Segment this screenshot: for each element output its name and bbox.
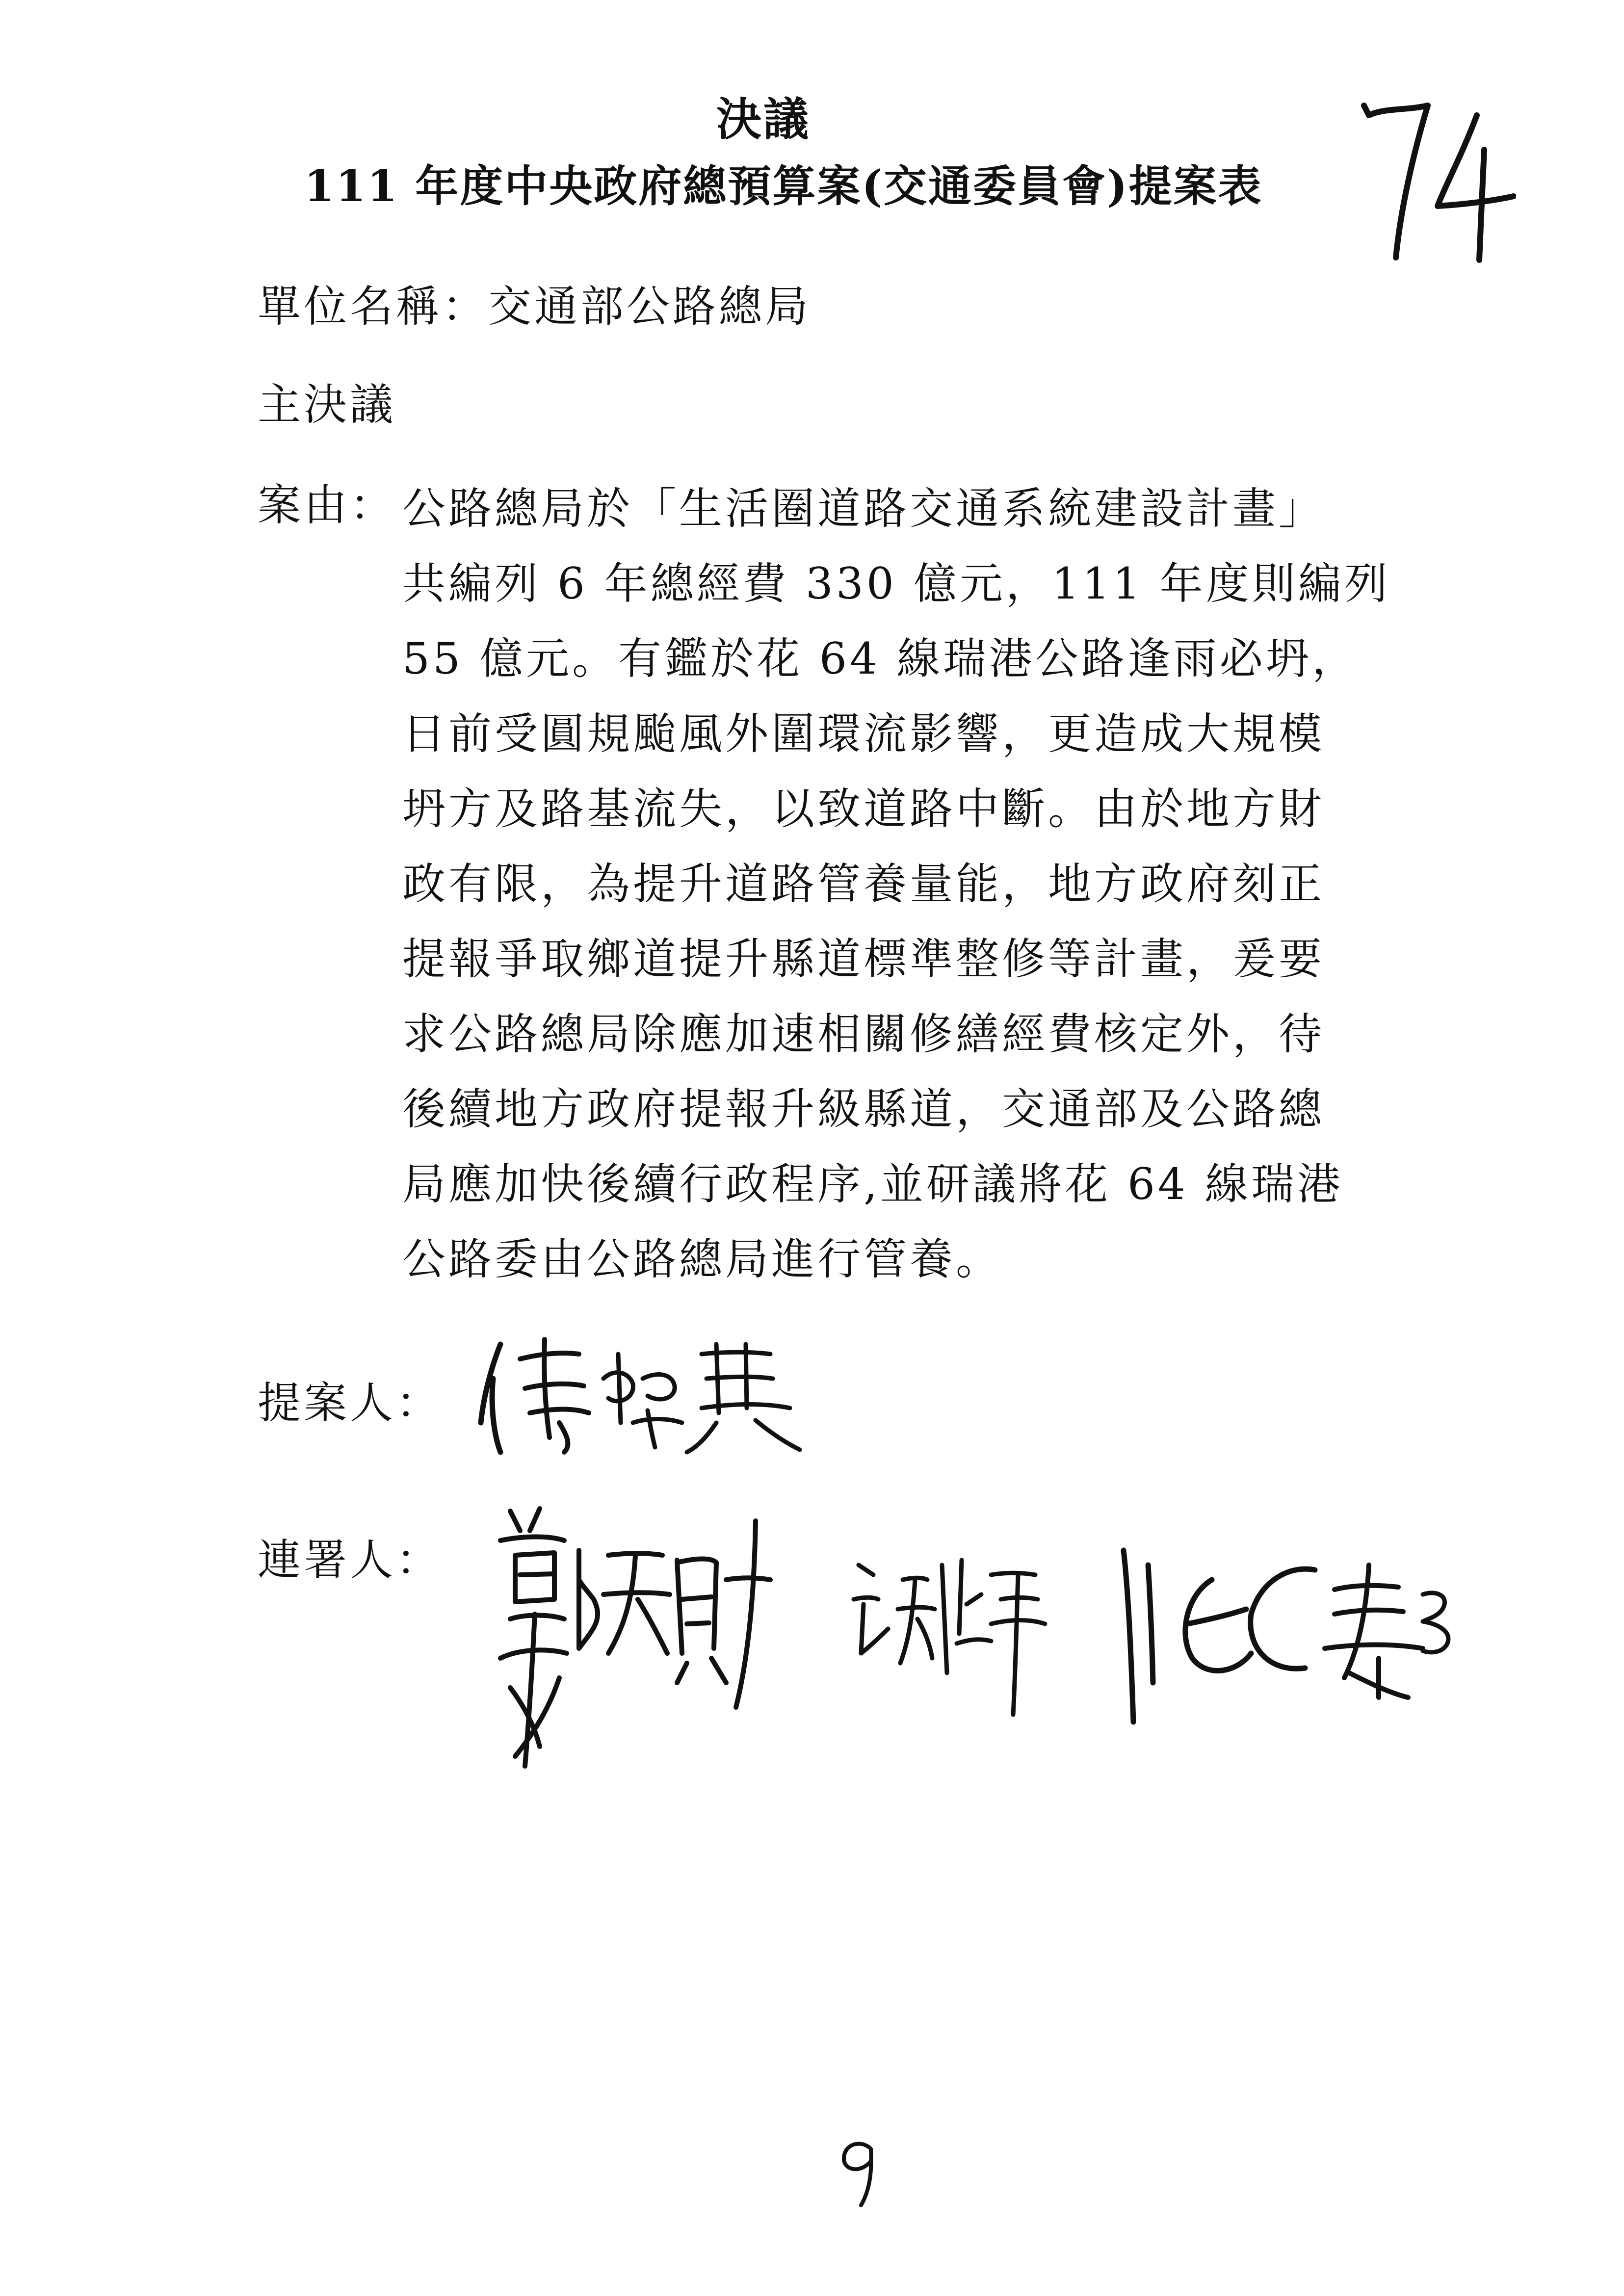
reason-line: 公路委由公路總局進行管養。 bbox=[402, 1234, 1002, 1284]
reason-line: 求公路總局除應加速相關修繕經費核定外，待 bbox=[402, 1009, 1325, 1059]
reason-line: 公路總局於「生活圈道路交通系統建設計畫」 bbox=[402, 483, 1325, 534]
cosigner-signature bbox=[844, 1545, 1050, 1722]
document-title: 111 年度中央政府總預算案(交通委員會)提案表 bbox=[304, 160, 1263, 211]
reason-body bbox=[402, 471, 1390, 1297]
reason-line: 提報爭取鄉道提升縣道標準整修等計畫，爰要 bbox=[402, 934, 1325, 984]
heading-mark: 決議 bbox=[716, 93, 811, 146]
reason-line: 坍方及路基流失，以致道路中斷。由於地方財 bbox=[402, 783, 1325, 834]
handwritten-page-number bbox=[837, 2134, 881, 2208]
reason-line: 局應加快後續行政程序,並研議將花 64 線瑞港 bbox=[402, 1159, 1343, 1209]
proposer-label: 提案人： bbox=[258, 1378, 443, 1428]
reason-line: 共編列 6 年總經費 330 億元，111 年度則編列 bbox=[402, 558, 1390, 609]
reason-line: 日前受圓規颱風外圍環流影響，更造成大規模 bbox=[402, 708, 1325, 759]
cosigner-signature bbox=[1104, 1536, 1457, 1742]
reason-line: 55 億元。有鑑於花 64 線瑞港公路逢雨必坍， bbox=[402, 633, 1358, 684]
cosigner-signature bbox=[481, 1501, 775, 1776]
resolution-type: 主決議 bbox=[258, 379, 396, 430]
proposer-signature bbox=[471, 1325, 805, 1457]
reason-line: 政有限，為提升道路管養量能，地方政府刻正 bbox=[402, 859, 1325, 909]
reason-line: 後續地方政府提報升級縣道，交通部及公路總 bbox=[402, 1084, 1325, 1134]
reason-label: 案由： bbox=[258, 480, 396, 530]
cosigner-label: 連署人： bbox=[258, 1535, 443, 1585]
unit-name-line: 單位名稱：交通部公路總局 bbox=[258, 281, 812, 332]
handwritten-number-74 bbox=[1354, 96, 1516, 267]
